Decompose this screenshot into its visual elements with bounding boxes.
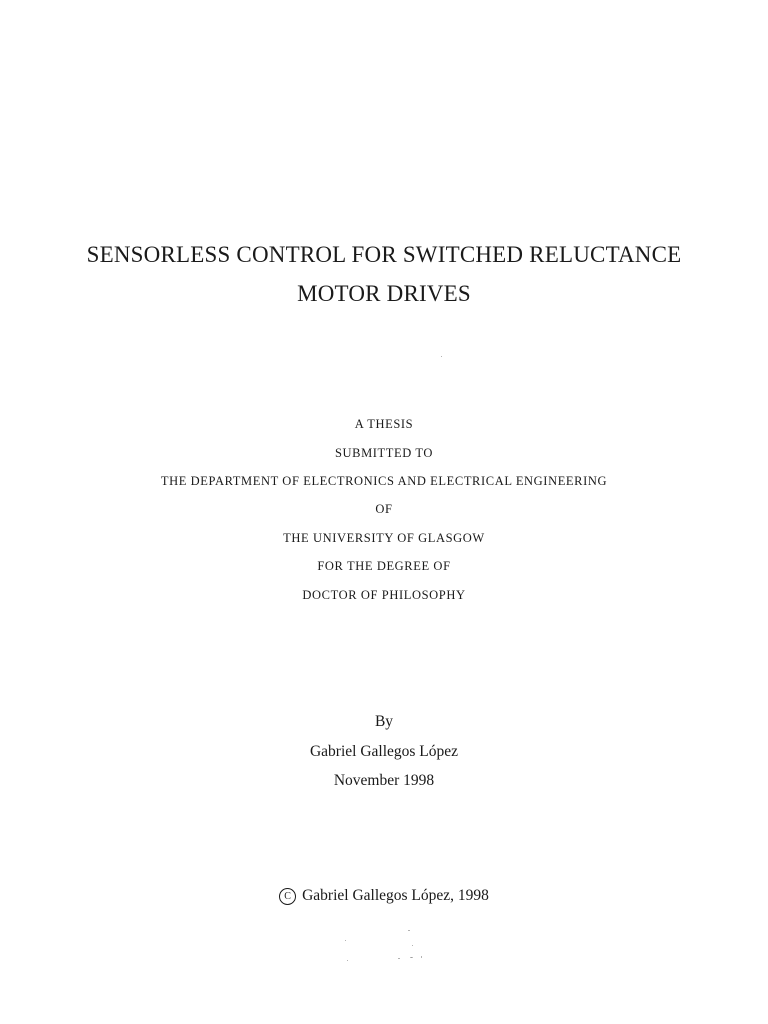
submission-date: November 1998: [333, 772, 435, 789]
scan-speck: [347, 960, 348, 961]
scan-speck: [408, 930, 410, 931]
by-label: By: [374, 713, 394, 730]
author-name: Gabriel Gallegos López: [309, 743, 459, 760]
scan-speck: [421, 956, 422, 958]
submitted-to-label: SUBMITTED TO: [334, 446, 434, 460]
scan-speck: [398, 958, 400, 959]
scan-speck: [441, 356, 442, 357]
degree-name: DOCTOR OF PHILOSOPHY: [302, 588, 466, 602]
department-name: THE DEPARTMENT OF ELECTRONICS AND ELECTRICAL ENGINEERING: [160, 474, 608, 488]
of-label: OF: [375, 502, 393, 516]
university-name: THE UNIVERSITY OF GLASGOW: [283, 531, 485, 545]
thesis-title-line-2: MOTOR DRIVES: [297, 281, 471, 306]
copyright-notice: [0, 887, 768, 905]
scan-speck: [412, 945, 413, 946]
thesis-label: A THESIS: [354, 417, 414, 431]
scan-speck: [345, 940, 346, 941]
thesis-title-line-1: SENSORLESS CONTROL FOR SWITCHED RELUCTANCE: [86, 242, 682, 267]
copyright-text: Gabriel Gallegos López, 1998: [302, 887, 489, 904]
scan-speck: [410, 957, 413, 958]
degree-for-label: FOR THE DEGREE OF: [317, 559, 451, 573]
copyright-symbol-icon: C: [279, 888, 296, 905]
